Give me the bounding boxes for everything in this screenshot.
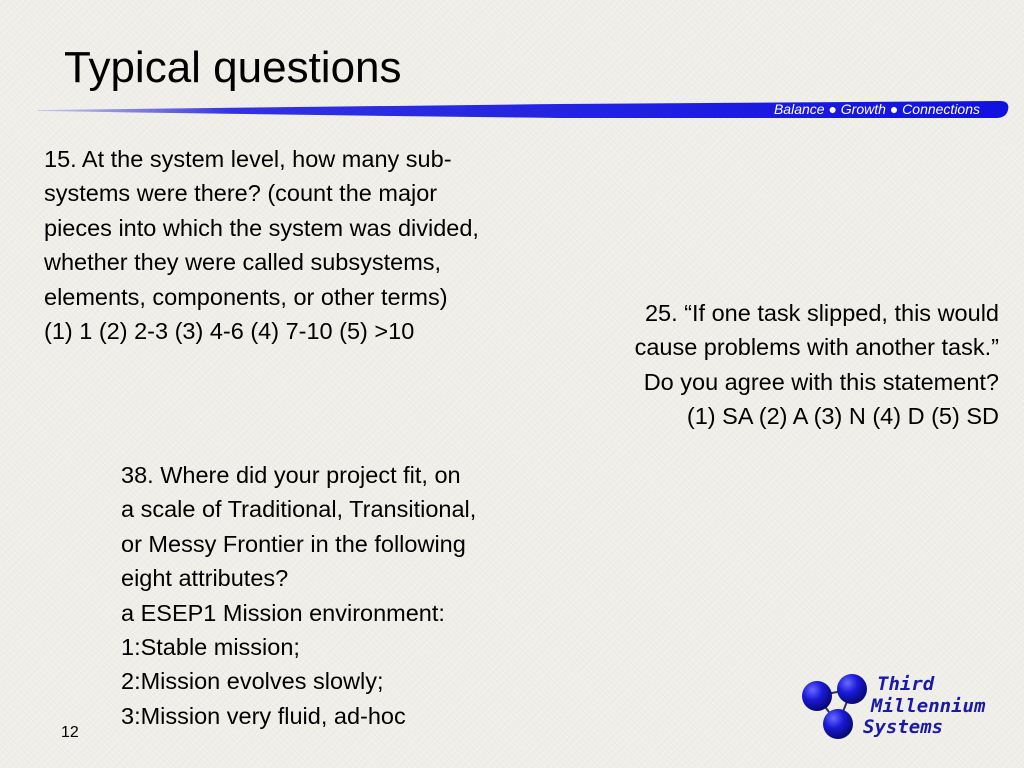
- question-25: [635, 296, 999, 434]
- question-option: 2:Mission evolves slowly;: [121, 668, 384, 695]
- slide-title: Typical questions: [64, 43, 402, 92]
- logo-text-third: Third: [877, 673, 935, 695]
- question-options: (1) SA (2) A (3) N (4) D (5) SD: [686, 403, 999, 430]
- question-options: (1) 1 (2) 2-3 (3) 4-6 (4) 7-10 (5) >10: [44, 318, 415, 345]
- question-line: eight attributes?: [121, 565, 289, 592]
- question-line: elements, components, or other terms): [44, 283, 448, 310]
- question-line: or Messy Frontier in the following: [121, 530, 466, 557]
- question-line: 25. “If one task slipped, this would: [644, 300, 999, 326]
- question-option: 3:Mission very fluid, ad-hoc: [121, 702, 406, 729]
- company-logo: [800, 672, 1000, 744]
- question-line: Do you agree with this statement?: [643, 368, 999, 395]
- tagline-separator: ●: [889, 101, 899, 117]
- question-line: pieces into which the system was divided,: [44, 214, 479, 241]
- tagline-balance: Balance: [773, 101, 825, 117]
- question-line: 15. At the system level, how many sub-: [44, 146, 452, 172]
- page-number: 12: [61, 724, 79, 741]
- logo-text-systems: Systems: [863, 716, 944, 738]
- logo-text-millennium: Millennium: [871, 695, 986, 717]
- question-15: [44, 142, 479, 348]
- banner-tagline: [774, 101, 980, 117]
- tagline-growth: Growth: [840, 101, 886, 117]
- question-line: systems were there? (count the major: [44, 180, 438, 207]
- question-line: a scale of Traditional, Transitional,: [121, 496, 477, 523]
- question-line: whether they were called subsystems,: [44, 249, 442, 276]
- question-line: cause problems with another task.”: [634, 334, 999, 361]
- question-option: 1:Stable mission;: [121, 634, 300, 661]
- question-line: 38. Where did your project fit, on: [121, 462, 461, 488]
- question-line: a ESEP1 Mission environment:: [121, 599, 445, 626]
- tagline-connections: Connections: [902, 101, 980, 117]
- tagline-separator: ●: [828, 101, 837, 117]
- question-38: [121, 458, 476, 733]
